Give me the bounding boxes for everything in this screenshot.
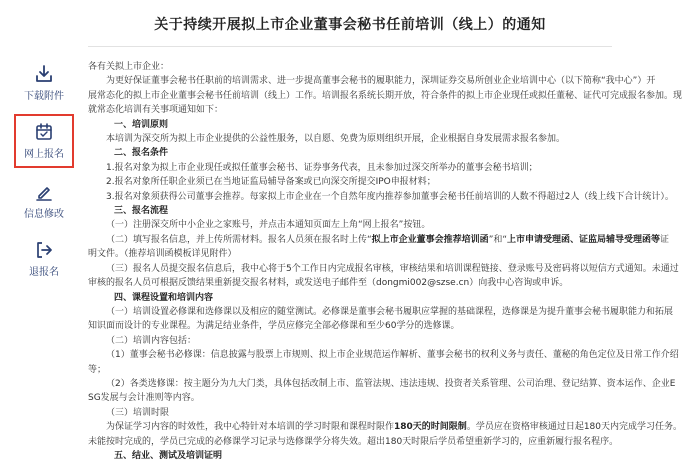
- edit-icon: [34, 182, 54, 202]
- intro-line-2: 展常态化的拟上市企业董事会秘书任前培训（线上）工作。培训报名系统长期开放，符合条件的拟上市企业现任或拟任董秘、证代可完成报名参加。现: [88, 90, 683, 101]
- section-4-item-6-cont: 未能按时完成的，学员已完成的必修课学习记录与选修课学分将失效。超出180天时限后学员希望重新学习的，应重新履行报名程序。: [88, 436, 619, 447]
- intro-line-1: 为更好保证董事会秘书任职前的培训需求、进一步提高董事会秘书的履职能力，深圳证券交易所创业企业培训中心（以下简称“我中心”）开: [106, 76, 656, 87]
- section-4-item-1: （一）培训设置必修课和选修课以及相应的随堂测试。必修课是董事会秘书履职应掌握的基础课程，选修课是为提升董事会秘书履职能力和拓展: [106, 306, 674, 317]
- section-4-item-4: （2）各类选修课：按主题分为九大门类，具体包括改制上市、监管法规、违法违规、投资者关系管理、公司治理、登记结算、资本运作、企业E: [106, 378, 676, 389]
- online-registration-label: 网上报名: [24, 149, 64, 160]
- download-icon: [34, 64, 54, 84]
- section-3-item-1: （一）注册深交所中小企业之家账号，并点击本通知页面左上角“网上报名”按钮。: [106, 220, 431, 231]
- section-2-item-1: 1.报名对象为拟上市企业现任或拟任董事会秘书、证券事务代表，且未参加过深交所举办的董事会秘书培训；: [106, 162, 538, 173]
- section-2-title: 二、报名条件: [114, 148, 169, 159]
- exit-icon: [34, 240, 54, 260]
- section-4-item-3-cont: 等；: [88, 364, 107, 375]
- divider: [88, 46, 612, 47]
- calendar-icon: [34, 122, 54, 142]
- section-3-item-3: （三）报名人员提交报名信息后，我中心将于5个工作日内完成报名审核，审核结果和培训课程链接、登录账号及密码将以短信方式通知。未通过: [106, 263, 679, 274]
- section-3-item-2-cont: 明文件。（推荐培训函模板详见附件）: [88, 249, 237, 260]
- withdraw-registration-label: 退报名: [29, 267, 59, 278]
- edit-info-button[interactable]: [14, 176, 74, 230]
- section-4-item-4-cont: SG发展与会计准则等内容。: [88, 393, 200, 404]
- section-3-title: 三、报名流程: [114, 206, 169, 217]
- section-1-title: 一、培训原则: [114, 119, 169, 130]
- section-3-item-2: （二）填写报名信息，并上传所需材料。报名人员须在报名时上传“拟上市企业董事会推荐培训函”和“上市申请受理函、证监局辅导受理函等证: [106, 234, 670, 245]
- download-attachment-label: 下载附件: [24, 91, 64, 102]
- section-2-item-2: 2.报名对象所任职企业须已在当地证监局辅导备案或已向深交所提交IPO申报材料；: [106, 177, 436, 188]
- download-attachment-button[interactable]: [14, 58, 74, 112]
- greeting: 各有关拟上市企业：: [88, 62, 170, 72]
- notice-body: [88, 60, 683, 463]
- time-limit-text: 180天的时间限制: [394, 422, 467, 433]
- section-3-item-3-cont: 审核的报名人员可根据反馈结果重新提交报名材料，或发送电子邮件至（dongmi002@szse.cn）向我中心咨询或申诉。: [88, 278, 569, 289]
- intro-line-3: 就常态化培训有关事项通知如下：: [88, 105, 224, 116]
- section-1-text: 本培训为深交所为拟上市企业提供的公益性服务，以自愿、免费为原则组织开展，企业根据自身发展需求报名参加。: [106, 134, 566, 145]
- section-2-item-3: 3.报名对象须获得公司董事会推荐。每家拟上市企业在一个自然年度内推荐参加董事会秘书任前培训的人数不得超过2人（线上线下合计统计）。: [106, 191, 674, 202]
- withdraw-registration-button[interactable]: [14, 234, 74, 288]
- edit-info-label: 信息修改: [24, 209, 64, 220]
- section-4-item-5: （三）培训时限: [106, 407, 170, 418]
- section-4-item-3: （1）董事会秘书必修课：信息披露与股票上市规则、拟上市企业规范运作解析、董事会秘书的权利义务与责任、董秘的角色定位及日常工作介绍: [106, 350, 679, 361]
- section-4-title: 四、课程设置和培训内容: [114, 292, 214, 303]
- section-5-title: 五、结业、测试及培训证明: [114, 450, 223, 461]
- recommendation-letter-text: 拟上市企业董事会推荐培训函: [371, 234, 489, 245]
- acceptance-letter-text: 上市申请受理函、证监局辅导受理函等: [507, 234, 661, 245]
- section-4-item-2: （二）培训内容包括：: [106, 335, 197, 346]
- section-4-item-6: 为保证学习内容的时效性，我中心特针对本培训的学习时限和课程时限作180天的时间限制。学员应在资格审核通过日起180天内完成学习任务。: [106, 422, 682, 433]
- online-registration-button[interactable]: [14, 114, 74, 168]
- page-title: 关于持续开展拟上市企业董事会秘书任前培训（线上）的通知: [154, 17, 546, 33]
- section-4-item-1-cont: 知识面而设计的专业课程。为满足结业条件，学员应修完全部必修课和至少60学分的选修课。: [88, 321, 460, 332]
